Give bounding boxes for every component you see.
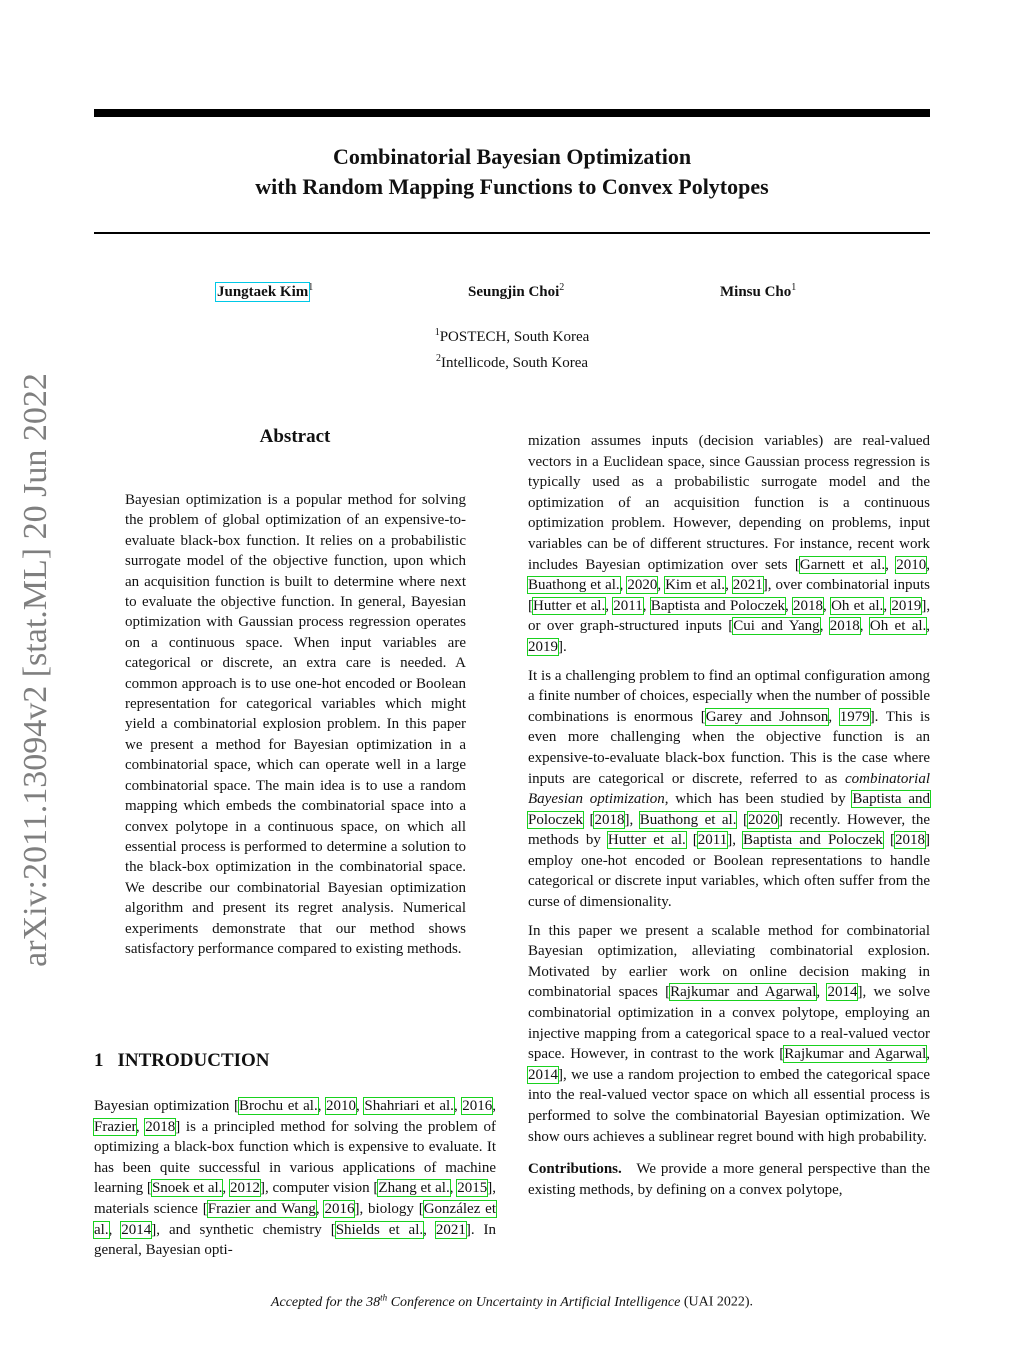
abstract-text: Bayesian optimization is a popular method for solving the problem of global optimization of an expensive-to-evaluate black-box function. It relies on a probabilistic surrogate model of the objective function, upon which an acquisition function is built to determine where next to evaluate the objective function. In general, Bayesian optimization with Gaussian process regression operates on a continuous space. When input variables are categorical or discrete, an extra care is needed. A common approach is to use one-hot encoded or Boolean representation for categorical variables which might yield a combinatorial explosion problem. In this paper we present a method for Bayesian optimization in a combinatorial space, which can operate well in a large combinatorial space. The main idea is to use a random mapping which embeds the combinatorial space into a convex polytope in a continuous space, on which all essential process is performed to determine a solution to the black-box optimization in the combinatorial space. We describe our combinatorial Bayesian optimization algorithm and present its regret analysis. Numerical experiments demonstrate that our method shows satisfactory performance compared to existing methods. <box>125 492 466 957</box>
citation[interactable]: 2018 <box>793 597 824 614</box>
citation[interactable]: Zhang et al. <box>378 1180 450 1197</box>
affiliations <box>300 322 724 374</box>
abstract-heading: Abstract <box>259 426 331 447</box>
title-rule-top <box>94 109 930 117</box>
author-3 <box>720 282 796 301</box>
author-3-name: Minsu Cho <box>720 284 792 300</box>
author-1 <box>217 282 313 301</box>
affiliation-2: $^2$Intellicode, South Korea <box>435 353 589 371</box>
citation[interactable]: Snoek et al. <box>151 1180 223 1197</box>
title-line-2: with Random Mapping Functions to Convex Polytopes <box>255 174 769 199</box>
citation[interactable]: Baptista and Poloczek <box>528 791 930 828</box>
citation[interactable]: Cui and Yang <box>733 618 820 635</box>
citation[interactable]: 2016 <box>324 1200 355 1217</box>
citation[interactable]: 2012 <box>229 1180 260 1197</box>
section-number: 1 <box>94 1050 104 1071</box>
citation[interactable]: 2010 <box>896 556 927 573</box>
citation[interactable]: 2019 <box>528 638 558 655</box>
title-rule-bottom <box>94 232 930 234</box>
citation[interactable]: 2018 <box>594 811 625 828</box>
citation[interactable]: 2018 <box>894 832 925 849</box>
citation[interactable]: González et al. <box>94 1200 497 1238</box>
paragraph: mization assumes inputs (decision variables) are real-valued vectors in a Euclidean space, since Gaussian process regression is typically used as a probabilistic surrogate model and the optimization of an acquisition function is a continuous optimization problem. However, depending on problems, input variables can be of different structures. For instance, recent work includes Bayesian optimization over sets [Garnett et al., 2010, Buathong et al., 2020, Kim et al., 2021], over combinatorial inputs [Hutter et al., 2011, Baptista and Poloczek, 2018, Oh et al., 2019], or over graph-structured inputs [Cui and Yang, 2018, Oh et al., 2019]. <box>528 433 931 655</box>
emphasis: combinatorial Bayesian optimization <box>528 770 930 808</box>
paragraph: It is a challenging problem to find an optimal configuration among a finite number of choices, especially when the number of possible combinations is enormous [Garey and Johnson, 1979]. This is even more challenging when the objective function is an expensive-to-evaluate black-box function. This is the case where inputs are categorical or discrete, referred to as combinatorial Bayesian optimization, which has been studied by Baptista and Poloczek [2018], Buathong et al. [2020] recently. However, the methods by Hutter et al. [2011], Baptista and Poloczek [2018] employ one-hot encoded or Boolean representations to handle categorical or discrete input variables, which often suffer from the curse of dimensionality. <box>528 667 930 911</box>
citation[interactable]: Frazier <box>94 1118 136 1135</box>
citation[interactable]: Garnett et al. <box>799 556 886 573</box>
citation[interactable]: Shahriari et al. <box>364 1098 454 1114</box>
citation[interactable]: Baptista and Poloczek <box>650 597 786 614</box>
citation[interactable]: Oh et al. <box>831 597 884 614</box>
citation[interactable]: Rajkumar and Agarwal <box>670 984 817 1001</box>
citation[interactable]: 2011 <box>697 832 728 849</box>
author-2-name: Seungjin Choi <box>468 284 560 300</box>
citation[interactable]: 2014 <box>121 1221 152 1238</box>
footer-note: Accepted for the 38th Conference on Uncertainty in Artificial Intelligence (UAI 2022). <box>270 1292 754 1310</box>
citation[interactable]: 2011 <box>613 597 643 614</box>
citation[interactable]: Baptista and Poloczek <box>743 832 883 849</box>
citation[interactable]: Brochu et al. <box>238 1098 318 1114</box>
citation[interactable]: 2019 <box>891 597 922 614</box>
citation[interactable]: Hutter et al. <box>607 832 686 849</box>
contributions-lead: Contributions. <box>528 1161 622 1178</box>
citation[interactable]: Hutter et al. <box>533 597 606 614</box>
citation[interactable]: Rajkumar and Agarwal <box>784 1046 927 1063</box>
author-3-affil: 1 <box>791 282 797 293</box>
author-2-affil: 2 <box>559 282 565 293</box>
citation[interactable]: Shields et al. <box>335 1221 424 1238</box>
section-title: INTRODUCTION <box>117 1050 270 1071</box>
citation[interactable]: 2016 <box>462 1098 493 1114</box>
author-1-affil: 1 <box>308 282 314 293</box>
intro-paragraph: Bayesian optimization [Brochu et al., 2010, Shahriari et al., 2016, Frazier, 2018] is a principled method for solving the problem of optimizing a black-box function which is expensive to evaluate. It has been quite successful in various applications of machine learning [Snoek et al., 2012], computer vision [Zhang et al., 2015], materials science [Frazier and Wang, 2016], biology [González et al., 2014], and synthetic chemistry [Shields et al., 2021]. In general, Bayesian opti- <box>94 1098 497 1259</box>
citation[interactable]: 2018 <box>145 1118 176 1135</box>
citation[interactable]: Buathong et al. <box>639 811 737 828</box>
citation[interactable]: 2018 <box>829 618 860 635</box>
author-2 <box>468 282 564 301</box>
citation[interactable]: 2014 <box>528 1066 558 1083</box>
citation[interactable]: Frazier and Wang <box>207 1200 316 1217</box>
citation[interactable]: Garey and Johnson <box>705 708 829 725</box>
paragraph: In this paper we present a scalable method for combinatorial Bayesian optimization, alleviating combinatorial explosion. Motivated by earlier work on online decision making in combinatorial spaces [Rajkumar and Agarwal, 2014], we solve combinatorial optimization in a convex polytope, employing an injective mapping from a categorical space to a real-valued vector space. However, in contrast to the work [Rajkumar and Agarwal, 2014], we use a random projection to embed the categorical space into the real-valued vector space on which all essential process is performed to solve the combinatorial Bayesian optimization. We show ours achieves a sublinear regret bound with high probability. <box>528 922 931 1145</box>
right-column <box>528 431 930 1208</box>
affiliation-1: $^1$POSTECH, South Korea <box>434 327 590 345</box>
citation[interactable]: 2015 <box>457 1180 488 1197</box>
title-line-1: Combinatorial Bayesian Optimization <box>332 144 692 169</box>
arxiv-stamp: arXiv:2011.13094v2 [stat.ML] 20 Jun 2022 <box>17 373 54 967</box>
citation[interactable]: 2010 <box>326 1098 357 1114</box>
citation[interactable]: 1979 <box>839 708 870 725</box>
author-1-link[interactable]: Jungtaek Kim <box>217 284 309 300</box>
citation[interactable]: 2021 <box>732 577 763 594</box>
citation[interactable]: 2020 <box>627 577 658 594</box>
citation[interactable]: Buathong et al. <box>528 577 620 594</box>
citation[interactable]: Oh et al. <box>869 618 927 635</box>
citation[interactable]: Kim et al. <box>665 577 726 594</box>
section-heading <box>94 1050 284 1072</box>
paragraph-contributions: Contributions. We provide a more general perspective than the existing methods, by defining on a convex polytope, <box>528 1161 931 1198</box>
citation[interactable]: 2014 <box>827 984 858 1001</box>
citation[interactable]: 2020 <box>747 811 778 828</box>
citation[interactable]: 2021 <box>435 1221 466 1238</box>
paper-title <box>94 142 930 202</box>
